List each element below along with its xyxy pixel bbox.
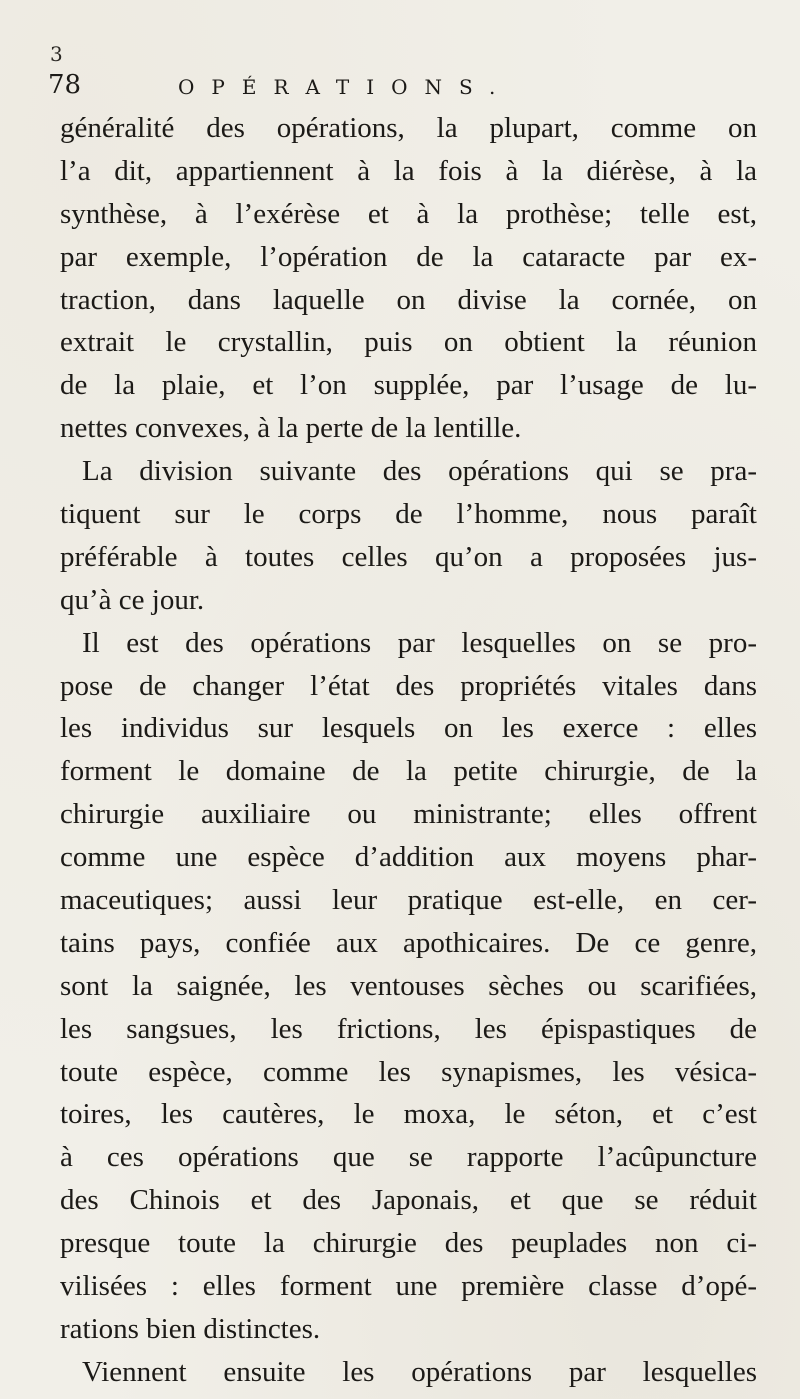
text-line: tiquent sur le corps de l’homme, nous paraît: [60, 498, 757, 531]
text-line: nettes convexes, à la perte de la lentille.: [60, 412, 522, 445]
page-header: [48, 42, 668, 102]
text-line: sont la saignée, les ventouses sèches ou scarifiées,: [60, 969, 757, 1002]
text-line: vilisées : elles forment une première classe d’opé-: [60, 1270, 757, 1303]
text-line: extrait le crystallin, puis on obtient la réunion: [60, 326, 757, 359]
text-line: toute espèce, comme les synapismes, les vésica-: [60, 1055, 757, 1088]
text-line: maceutiques; aussi leur pratique est-elle, en cer-: [60, 884, 757, 917]
text-line: par exemple, l’opération de la cataracte par ex-: [60, 240, 757, 273]
text-line: les sangsues, les frictions, les épispastiques de: [60, 1012, 757, 1045]
text-line: de la plaie, et l’on supplée, par l’usage de lu-: [60, 369, 757, 402]
text-line: pose de changer l’état des propriétés vitales dans: [60, 669, 757, 702]
text-line: Il est des opérations par lesquelles on se pro-: [82, 626, 757, 659]
text-line: Viennent ensuite les opérations par lesquelles: [82, 1355, 757, 1388]
text-line: presque toute la chirurgie des peuplades non ci-: [60, 1227, 757, 1260]
text-line: chirurgie auxiliaire ou ministrante; elles offrent: [60, 798, 757, 831]
text-line: généralité des opérations, la plupart, comme on: [60, 112, 757, 144]
text-line: préférable à toutes celles qu’on a proposées jus-: [60, 540, 757, 573]
text-line: synthèse, à l’exérèse et à la prothèse; telle est,: [60, 197, 757, 230]
text-line: forment le domaine de la petite chirurgie, de la: [60, 755, 757, 788]
folio-mark: 3: [50, 42, 63, 66]
text-line: l’a dit, appartiennent à la fois à la diérèse, à la: [60, 154, 757, 187]
body-text: [60, 107, 757, 1394]
text-line: les individus sur lesquels on les exerce : elles: [60, 712, 757, 745]
text-line: des Chinois et des Japonais, et que se réduit: [60, 1184, 757, 1217]
text-line: toires, les cautères, le moxa, le séton, et c’est: [60, 1098, 757, 1131]
text-line: à ces opérations que se rapporte l’acûpuncture: [60, 1141, 757, 1174]
text-line: comme une espèce d’addition aux moyens phar-: [60, 841, 757, 874]
page-number: 78: [48, 70, 82, 100]
text-line: La division suivante des opérations qui se pra-: [82, 455, 757, 488]
text-line: tains pays, confiée aux apothicaires. De ce genre,: [60, 926, 757, 959]
text-line: qu’à ce jour.: [60, 583, 205, 616]
running-title: OPÉRATIONS.: [178, 75, 513, 99]
text-line: rations bien distinctes.: [60, 1312, 321, 1345]
text-line: traction, dans laquelle on divise la cornée, on: [60, 283, 757, 316]
